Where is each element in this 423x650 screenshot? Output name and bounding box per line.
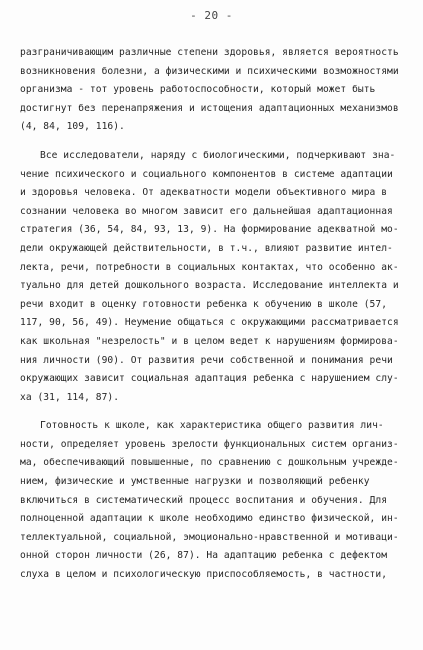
text-line: стратегия (36, 54, 84, 93, 13, 9). На формирование адекватной мо- (20, 224, 399, 236)
text-line: речи входит в оценку готовности ребенка к обучению в школе (57, (20, 298, 388, 310)
text-line: окружающих зависит социальная адаптация ребенка с нарушением слу- (20, 373, 399, 385)
text-line: онной сторон личности (26, 87). На адаптацию ребенка с дефектом (20, 550, 388, 562)
text-line: ности, определяет уровень зрелости функциональных систем организ- (20, 438, 399, 450)
text-line: туально для детей дошкольного возраста. Исследование интеллекта и (20, 280, 399, 292)
text-line: полноценной адаптации к школе необходимо единство физической, ин- (20, 513, 399, 525)
text-line: и здоровья человека. От адекватности модели объективного мира в (20, 187, 388, 199)
text-line: нием, физические и умственные нагрузки и позволяющий ребенку (20, 476, 370, 488)
text-line: (4, 84, 109, 116). (20, 121, 125, 133)
text-line: сознании человека во многом зависит его дальнейшая адаптационная (20, 205, 393, 217)
paragraph (20, 147, 410, 407)
text-line: ха (31, 114, 87). (20, 391, 120, 403)
text-line: Все исследователи, наряду с биологическими, подчеркивают зна- (40, 149, 396, 161)
text-line: слуха в целом и психологическую приспособляемость, в частности, (20, 569, 388, 581)
text-line: как школьная "незрелость" и в целом ведет к нарушениям формирова- (20, 335, 399, 347)
text-line: лекта, речи, потребности в социальных контактах, что особенно ак- (20, 261, 399, 273)
text-line: теллектуальной, социальной, эмоционально-нравственной и мотиваци- (20, 531, 399, 543)
text-line: ния личности (90). От развития речи собственной и понимания речи (20, 354, 393, 366)
paragraph-gap (20, 137, 410, 147)
text-line: включиться в систематический процесс воспитания и обучения. Для (20, 494, 388, 506)
page-number: - 20 - (190, 9, 233, 22)
text-line: дели окружающей действительности, в т.ч., влияют развитие интел- (20, 242, 393, 254)
paragraph (20, 417, 410, 584)
text-line: ма, обеспечивающий повышенные, по сравнению с дошкольным учрежде- (20, 457, 399, 469)
text-line: организма - тот уровень работоспособности, который может быть (20, 84, 376, 96)
text-line: чение психического и социального компонентов в системе адаптации (20, 168, 393, 180)
text-line: возникновения болезни, а физическими и психическими возможностями (20, 65, 399, 77)
text-line: достигнут без перенапряжения и истощения адаптационных механизмов (20, 102, 399, 114)
text-line: разграничивающим различные степени здоровья, является вероятность (20, 47, 399, 58)
paragraph (20, 44, 410, 137)
text-line: 117, 90, 56, 49). Неумение общаться с окружающими рассматривается (20, 317, 399, 329)
paragraph-gap (20, 407, 410, 417)
text-line: Готовность к школе, как характеристика общего развития лич- (40, 420, 384, 432)
body-text (20, 44, 410, 585)
